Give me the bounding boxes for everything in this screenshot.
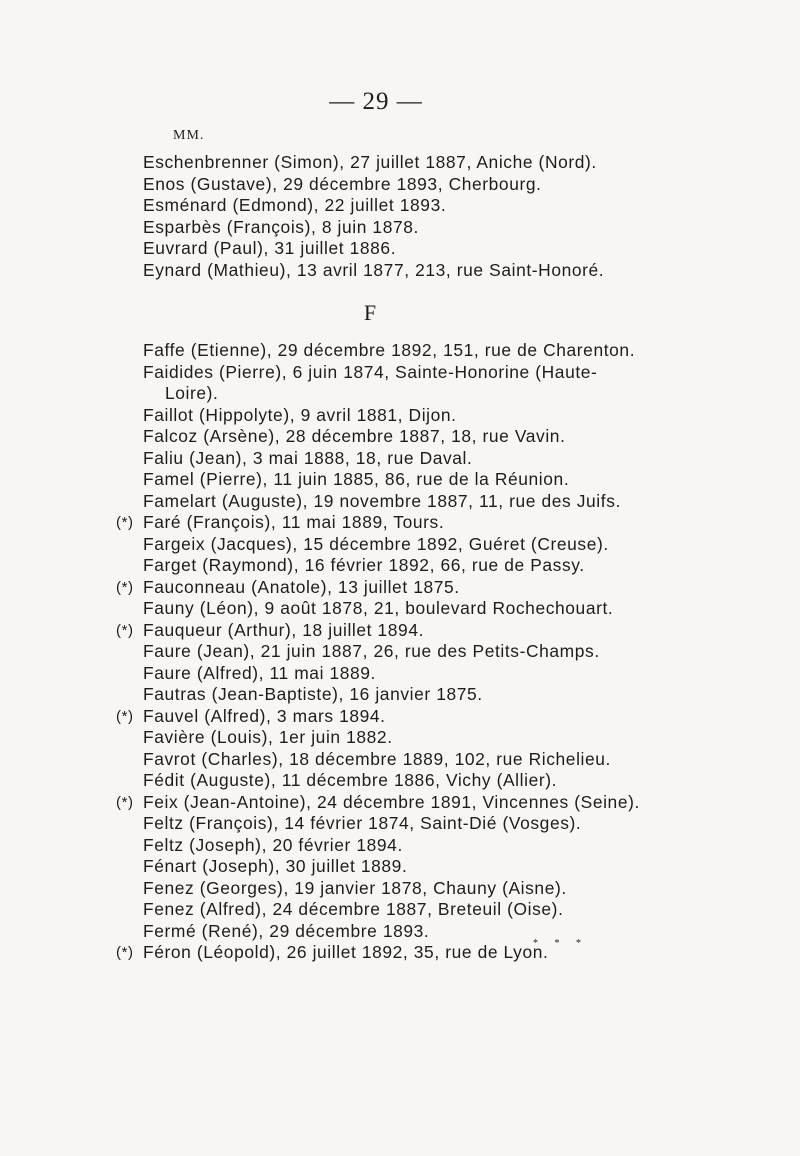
end-mark: * * *: [533, 938, 588, 949]
entry-text: Fautras (Jean-Baptiste), 16 janvier 1875.: [143, 684, 483, 704]
list-item: [143, 195, 604, 217]
entry-text: Faillot (Hippolyte), 9 avril 1881, Dijon.: [143, 404, 457, 425]
entry-text: Esparbès (François), 8 juin 1878.: [143, 216, 419, 237]
list-item: [143, 238, 604, 260]
list-item: [143, 152, 604, 174]
list-item: [143, 426, 640, 448]
list-item: [143, 362, 640, 384]
list-item: [143, 491, 640, 513]
entry-text: Euvrard (Paul), 31 juillet 1886.: [143, 238, 397, 258]
entry-text: Favière (Louis), 1er juin 1882.: [143, 727, 393, 747]
entry-text: Feltz (Joseph), 20 février 1894.: [143, 834, 403, 855]
list-item: [116, 791, 640, 814]
list-item: [116, 705, 640, 728]
list-item-continuation: [143, 383, 640, 405]
entry-text: Faidides (Pierre), 6 juin 1874, Sainte-Honorine (Haute-: [143, 361, 598, 382]
list-item: [116, 512, 640, 534]
entry-text: Fauqueur (Arthur), 18 juillet 1894.: [143, 619, 425, 640]
mm-label: MM.: [173, 128, 205, 143]
section-e-list: [143, 152, 604, 281]
section-heading-f: F: [363, 300, 377, 325]
entry-text: Fenez (Georges), 19 janvier 1878, Chauny (Aisne).: [143, 877, 567, 898]
list-item: [143, 469, 640, 491]
asterisk-marker: (*): [116, 707, 134, 725]
asterisk-marker: (*): [116, 944, 134, 961]
list-item: [143, 217, 604, 239]
list-item: [143, 749, 640, 771]
entry-text: Feix (Jean-Antoine), 24 décembre 1891, Vincennes (Seine).: [143, 791, 640, 812]
entry-text: Eschenbrenner (Simon), 27 juillet 1887, Aniche (Nord).: [143, 152, 597, 172]
list-item: [143, 260, 604, 282]
entry-text: Feltz (François), 14 février 1874, Saint-Dié (Vosges).: [143, 813, 582, 833]
entry-text: Favrot (Charles), 18 décembre 1889, 102, rue Richelieu.: [143, 748, 611, 769]
list-item: [143, 835, 640, 857]
entry-text: Fermé (René), 29 décembre 1893.: [143, 920, 430, 941]
entry-text: Farget (Raymond), 16 février 1892, 66, rue de Passy.: [143, 555, 585, 575]
entry-text: Faliu (Jean), 3 mai 1888, 18, rue Daval.: [143, 447, 473, 468]
entry-text: Fénart (Joseph), 30 juillet 1889.: [143, 856, 408, 876]
entry-text: Enos (Gustave), 29 décembre 1893, Cherbourg.: [143, 173, 542, 194]
list-item: [143, 448, 640, 470]
entry-text: Faure (Alfred), 11 mai 1889.: [143, 662, 376, 683]
list-item: [143, 899, 640, 921]
list-item: [143, 405, 640, 427]
entry-text: Féron (Léopold), 26 juillet 1892, 35, rue de Lyon.: [143, 942, 549, 962]
list-item: [116, 619, 640, 642]
list-item: [143, 684, 640, 706]
asterisk-marker: (*): [116, 514, 134, 531]
entry-text: Fauconneau (Anatole), 13 juillet 1875.: [143, 576, 460, 597]
list-item: [143, 878, 640, 900]
entry-text: Fauny (Léon), 9 août 1878, 21, boulevard Rochechouart.: [143, 598, 614, 618]
entry-text: Fédit (Auguste), 11 décembre 1886, Vichy (Allier).: [143, 770, 558, 790]
list-item: [143, 174, 604, 196]
entry-text: Famel (Pierre), 11 juin 1885, 86, rue de la Réunion.: [143, 469, 570, 489]
entry-text: Eynard (Mathieu), 13 avril 1877, 213, rue Saint-Honoré.: [143, 259, 605, 280]
asterisk-marker: (*): [116, 578, 134, 596]
section-f-list: [116, 340, 640, 964]
list-item: [143, 534, 640, 556]
entry-text: Fargeix (Jacques), 15 décembre 1892, Guéret (Creuse).: [143, 533, 609, 554]
list-item: [143, 813, 640, 835]
entry-text: Esménard (Edmond), 22 juillet 1893.: [143, 195, 447, 215]
list-item: [143, 663, 640, 685]
list-item: [143, 340, 640, 362]
list-item: [143, 727, 640, 749]
list-item: [143, 856, 640, 878]
entry-text: Faffe (Etienne), 29 décembre 1892, 151, rue de Charenton.: [143, 340, 636, 360]
list-item: [143, 770, 640, 792]
list-item: [143, 641, 640, 663]
entry-text: Falcoz (Arsène), 28 décembre 1887, 18, rue Vavin.: [143, 426, 566, 446]
entry-text: Loire).: [165, 383, 219, 403]
list-item: [143, 598, 640, 620]
page-number: — 29 —: [329, 88, 423, 115]
entry-text: Faure (Jean), 21 juin 1887, 26, rue des Petits-Champs.: [143, 641, 600, 661]
list-item: [116, 576, 640, 599]
entry-text: Fauvel (Alfred), 3 mars 1894.: [143, 705, 386, 726]
entry-text: Fenez (Alfred), 24 décembre 1887, Breteuil (Oise).: [143, 899, 564, 919]
asterisk-marker: (*): [116, 793, 134, 811]
entry-text: Famelart (Auguste), 19 novembre 1887, 11, rue des Juifs.: [143, 490, 621, 511]
list-item: [143, 555, 640, 577]
asterisk-marker: (*): [116, 621, 134, 639]
entry-text: Faré (François), 11 mai 1889, Tours.: [143, 512, 445, 532]
